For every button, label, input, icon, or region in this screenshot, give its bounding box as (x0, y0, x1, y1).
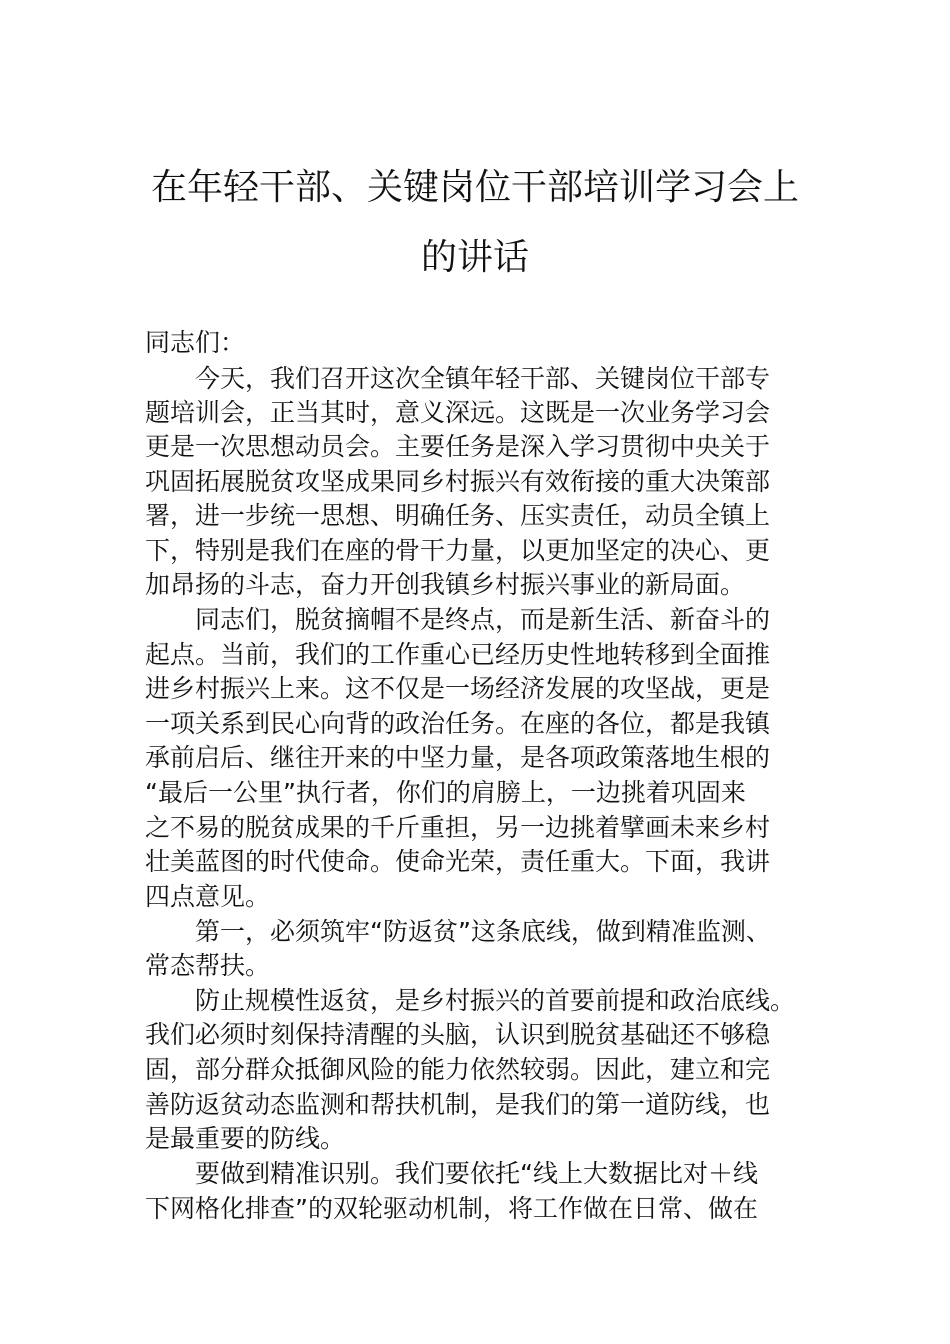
paragraph-line: 要做到精准识别。我们要依托“线上大数据比对＋线 (195, 1159, 758, 1188)
paragraph-line: 固，部分群众抵御风险的能力依然较弱。因此，建立和完 (145, 1055, 771, 1084)
paragraph-line: 进乡村振兴上来。这不仅是一场经济发展的攻坚战，更是 (145, 674, 771, 703)
paragraph-line: 壮美蓝图的时代使命。使命光荣，责任重大。下面，我讲 (145, 847, 771, 876)
document-title-line-1: 在年轻干部、关键岗位干部培训学习会上 (150, 167, 799, 208)
paragraph-line: 同志们，脱贫摘帽不是终点，而是新生活、新奋斗的 (195, 605, 771, 634)
paragraph-line: 巩固拓展脱贫攻坚成果同乡村振兴有效衔接的重大决策部 (145, 467, 771, 496)
paragraph-line: 防止规模性返贫，是乡村振兴的首要前提和政治底线。 (195, 986, 796, 1015)
paragraph-line: 一项关系到民心向背的政治任务。在座的各位，都是我镇 (145, 709, 771, 738)
salutation: 同志们： (145, 328, 246, 357)
paragraph-line: 题培训会，正当其时，意义深远。这既是一次业务学习会 (145, 398, 771, 427)
section-heading-line: 第一，必须筑牢“防返贫”这条底线，做到精准监测、 (195, 917, 771, 946)
document-title-line-2: 的讲话 (420, 237, 529, 278)
paragraph-line: 之不易的脱贫成果的千斤重担，另一边挑着擘画未来乡村 (145, 813, 771, 842)
paragraph-line: 是最重要的防线。 (145, 1124, 346, 1153)
paragraph-line: 今天，我们召开这次全镇年轻干部、关键岗位干部专 (195, 364, 771, 393)
paragraph-line: 下网格化排查”的双轮驱动机制，将工作做在日常、做在 (145, 1194, 758, 1223)
paragraph-line: 承前启后、继往开来的中坚力量，是各项政策落地生根的 (145, 743, 771, 772)
paragraph-line: 更是一次思想动员会。主要任务是深入学习贯彻中央关于 (145, 432, 771, 461)
paragraph-line: 善防返贫动态监测和帮扶机制，是我们的第一道防线，也 (145, 1090, 771, 1119)
paragraph-line: 四点意见。 (145, 882, 271, 911)
paragraph-line: 加昂扬的斗志，奋力开创我镇乡村振兴事业的新局面。 (145, 570, 746, 599)
paragraph-line: 起点。当前，我们的工作重心已经历史性地转移到全面推 (145, 640, 771, 669)
paragraph-line: 下，特别是我们在座的骨干力量，以更加坚定的决心、更 (145, 536, 771, 565)
paragraph-line: 我们必须时刻保持清醒的头脑，认识到脱贫基础还不够稳 (145, 1020, 771, 1049)
paragraph-line: “最后一公里”执行者，你们的肩膀上，一边挑着巩固来 (145, 778, 746, 807)
section-heading-line: 常态帮扶。 (145, 951, 271, 980)
paragraph-line: 署，进一步统一思想、明确任务、压实责任，动员全镇上 (145, 501, 771, 530)
